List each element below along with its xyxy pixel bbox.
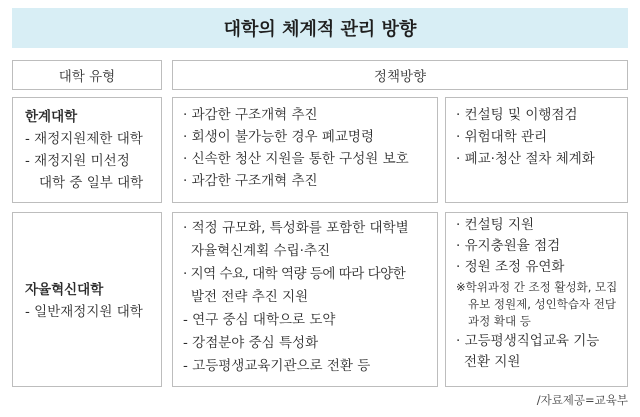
row2-measure-note: ※학위과정 간 조정 활성화, 모집 [456,280,618,294]
row1-type-item: 대학 중 일부 대학 [39,175,144,191]
row2-measure-item: · 컨설팅 지원 [456,217,535,233]
row1-measure-item: · 폐교·청산 절차 체계화 [456,151,595,167]
row2-policy-item: - 강점분야 중심 특성화 [183,335,319,351]
row2-policy-item: 자율혁신계획 수립·추진 [191,243,330,259]
row2-policy-item: 발전 전략 추진 지원 [191,289,309,305]
row2-measure-note: 유보 정원제, 성인학습자 전담 [468,297,616,311]
row2-type-cell [12,212,162,387]
row1-measure-item: · 위험대학 관리 [456,129,548,145]
row1-type-item: - 재정지원제한 대학 [25,131,143,147]
row2-measure-note: 과정 확대 등 [468,314,531,328]
row1-type-cell [12,97,162,203]
row1-policy-item: · 과감한 구조개혁 추진 [183,173,318,189]
header-type [12,60,162,90]
row1-type-name: 한계대학 [25,109,78,125]
row2-policy-item: - 연구 중심 대학으로 도약 [183,312,336,328]
row1-measure-cell [445,97,628,203]
row2-measure-item: · 고등평생직업교육 기능 [456,333,600,349]
row1-policy-cell [172,97,438,203]
source-credit: /자료제공=교육부 [536,393,628,407]
header-policy [172,60,628,90]
row2-measure-item: · 유지충원율 점검 [456,238,561,254]
row2-policy-item: · 지역 수요, 대학 역량 등에 따라 다양한 [183,266,406,282]
row2-policy-cell [172,212,438,387]
row1-policy-item: · 신속한 청산 지원을 통한 구성원 보호 [183,151,409,167]
row2-measure-cell [445,212,628,387]
page-title: 대학의 체계적 관리 방향 [12,8,628,48]
row2-measure-item: · 정원 조정 유연화 [456,259,565,275]
row1-policy-item: · 과감한 구조개혁 추진 [183,107,318,123]
header-type-label: 대학 유형 [58,69,116,85]
header-policy-label: 정책방향 [373,69,427,85]
row2-policy-item: · 적정 규모화, 특성화를 포함한 대학별 [183,220,409,236]
row2-type-name: 자율혁신대학 [25,281,104,298]
row2-type-item: - 일반재정지원 대학 [25,303,143,320]
row2-policy-item: - 고등평생교육기관으로 전환 등 [183,358,371,374]
row1-measure-item: · 컨설팅 및 이행점검 [456,107,578,123]
row1-policy-item: · 회생이 불가능한 경우 폐교명령 [183,129,374,145]
row1-type-item: - 재정지원 미선정 [25,153,130,169]
row2-measure-item: 전환 지원 [464,354,521,370]
